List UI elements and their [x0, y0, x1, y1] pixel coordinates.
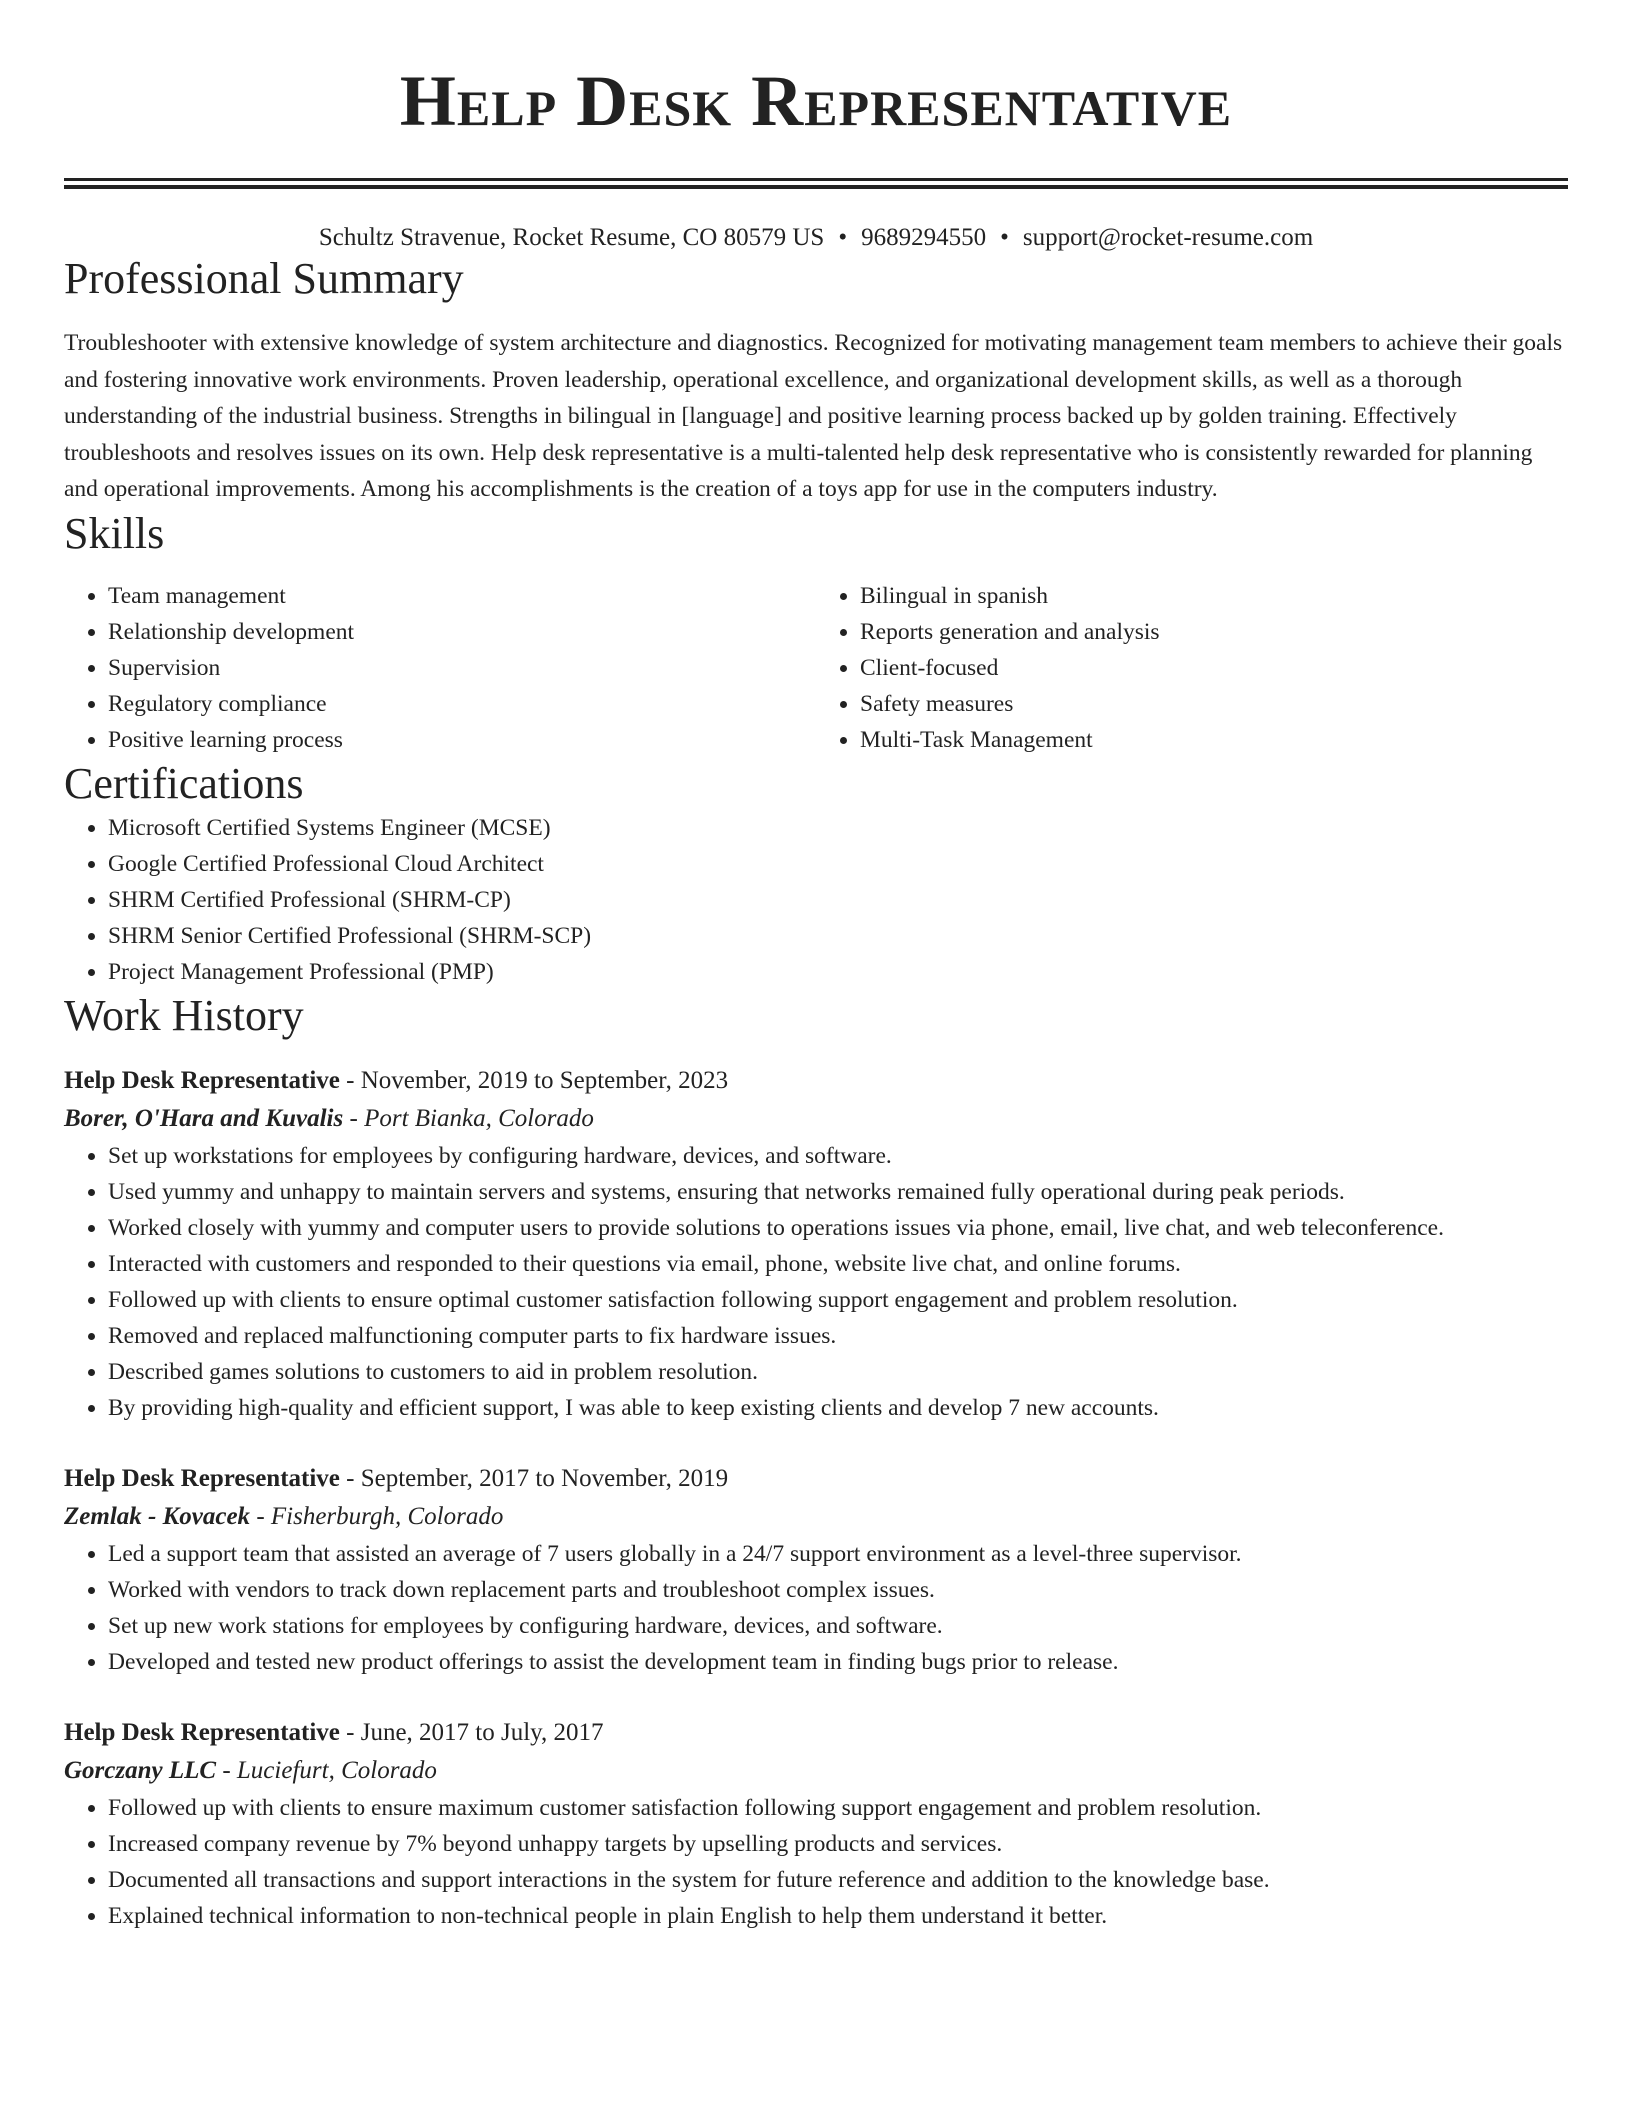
certification-item: • SHRM Certified Professional (SHRM-CP)	[108, 882, 1568, 918]
job-title: Help Desk Representative	[64, 1464, 340, 1492]
contact-address: Schultz Stravenue, Rocket Resume, CO 80579 US	[318, 224, 825, 251]
job-location: Fisherburgh, Colorado	[270, 1502, 504, 1530]
skill-item: • Team management	[108, 578, 816, 614]
job-dates: September, 2017 to November, 2019	[360, 1464, 729, 1492]
job-title-line	[64, 1460, 1568, 1498]
resume-title: Help Desk Representative	[399, 61, 1233, 141]
job-dash: -	[339, 1718, 361, 1746]
contact-email[interactable]: support@rocket-resume.com	[1022, 224, 1314, 251]
skill-item: • Relationship development	[108, 614, 816, 650]
job-bullets	[64, 1790, 1568, 1934]
skill-item: • Client-focused	[860, 650, 1568, 686]
job-dash: -	[339, 1066, 361, 1094]
job-company-line	[64, 1752, 1568, 1790]
job-bullet: • Described games solutions to customers to aid in problem resolution.	[108, 1354, 1568, 1390]
work-history-heading: Work History	[64, 990, 304, 1040]
job-bullets	[64, 1536, 1568, 1680]
job-bullet: • Worked closely with yummy and computer users to provide solutions to operations issues via phone, email, live chat, and web teleconference.	[108, 1210, 1568, 1246]
job-entry	[64, 1460, 1568, 1680]
job-bullets	[64, 1138, 1568, 1426]
job-company-line	[64, 1100, 1568, 1138]
job-title-line	[64, 1062, 1568, 1100]
job-dates: November, 2019 to September, 2023	[360, 1066, 729, 1094]
job-dash: -	[343, 1104, 365, 1132]
job-bullet: • Led a support team that assisted an average of 7 users globally in a 24/7 support environment as a level-three supervisor.	[108, 1536, 1568, 1572]
contact-line	[64, 223, 1568, 253]
job-bullet: • Worked with vendors to track down replacement parts and troubleshoot complex issues.	[108, 1572, 1568, 1608]
contact-separator: •	[838, 224, 848, 251]
job-bullet: • Removed and replaced malfunctioning computer parts to fix hardware issues.	[108, 1318, 1568, 1354]
summary-text: Troubleshooter with extensive knowledge of system architecture and diagnostics. Recognized for motivating management team members to achieve their goals and fostering innovative work environments. Proven leadership, operational excellence, and organizational development skills, as well as a thorough understanding of the industrial business. Strengths in bilingual in [language] and positive learning process backed up by golden training. Effectively troubleshoots and resolves issues on its own. Help desk representative is a multi-talented help desk representative who is consistently rewarded for planning and operational improvements. Among his accomplishments is the creation of a toys app for use in the computers industry.	[64, 330, 1563, 502]
job-bullet: • Developed and tested new product offerings to assist the development team in finding bugs prior to release.	[108, 1644, 1568, 1680]
skill-item: • Reports generation and analysis	[860, 614, 1568, 650]
job-location: Port Bianka, Colorado	[364, 1104, 594, 1132]
skills-heading: Skills	[64, 508, 165, 558]
job-entry	[64, 1062, 1568, 1426]
job-bullet: • Set up workstations for employees by configuring hardware, devices, and software.	[108, 1138, 1568, 1174]
job-dash: -	[339, 1464, 361, 1492]
job-company: Borer, O'Hara and Kuvalis	[64, 1104, 344, 1132]
contact-separator: •	[1000, 224, 1009, 251]
certification-item: • Microsoft Certified Systems Engineer (MCSE)	[108, 810, 1568, 846]
skill-item: • Positive learning process	[108, 722, 816, 758]
job-bullet: • Interacted with customers and responded to their questions via email, phone, website live chat, and online forums.	[108, 1246, 1568, 1282]
job-bullet: • Increased company revenue by 7% beyond unhappy targets by upselling products and services.	[108, 1826, 1568, 1862]
job-title-line	[64, 1714, 1568, 1752]
certifications-heading: Certifications	[64, 758, 304, 808]
skills-columns	[64, 578, 1568, 758]
job-bullet: • Used yummy and unhappy to maintain servers and systems, ensuring that networks remained fully operational during peak periods.	[108, 1174, 1568, 1210]
job-company: Zemlak - Kovacek	[64, 1502, 251, 1530]
certification-item: • SHRM Senior Certified Professional (SHRM-SCP)	[108, 918, 1568, 954]
header-divider	[64, 178, 1568, 189]
contact-phone: 9689294550	[861, 224, 987, 251]
skill-item: • Safety measures	[860, 686, 1568, 722]
job-location: Luciefurt, Colorado	[236, 1756, 437, 1784]
certification-item: • Google Certified Professional Cloud Architect	[108, 846, 1568, 882]
skill-item: • Multi-Task Management	[860, 722, 1568, 758]
job-bullet: • Documented all transactions and support interactions in the system for future reference and addition to the knowledge base.	[108, 1862, 1568, 1898]
skills-list-left	[64, 578, 816, 758]
job-bullet: • Set up new work stations for employees by configuring hardware, devices, and software.	[108, 1608, 1568, 1644]
skill-item: • Bilingual in spanish	[860, 578, 1568, 614]
certifications-list	[64, 810, 1568, 990]
skill-item: • Regulatory compliance	[108, 686, 816, 722]
certification-item: • Project Management Professional (PMP)	[108, 954, 1568, 990]
job-company: Gorczany LLC	[64, 1756, 217, 1784]
job-dash: -	[250, 1502, 271, 1530]
job-dash: -	[216, 1756, 237, 1784]
job-entry	[64, 1714, 1568, 1934]
summary-heading: Professional Summary	[64, 254, 464, 303]
job-company-line	[64, 1498, 1568, 1536]
job-dates: June, 2017 to July, 2017	[360, 1718, 604, 1746]
job-bullet: • Explained technical information to non-technical people in plain English to help them understand it better.	[108, 1898, 1568, 1934]
skills-list-right	[816, 578, 1568, 758]
skill-item: • Supervision	[108, 650, 816, 686]
job-bullet: • By providing high-quality and efficient support, I was able to keep existing clients and develop 7 new accounts.	[108, 1390, 1568, 1426]
job-bullet: • Followed up with clients to ensure maximum customer satisfaction following support engagement and problem resolution.	[108, 1790, 1568, 1826]
job-title: Help Desk Representative	[64, 1066, 340, 1094]
job-title: Help Desk Representative	[64, 1718, 340, 1746]
job-bullet: • Followed up with clients to ensure optimal customer satisfaction following support engagement and problem resolution.	[108, 1282, 1568, 1318]
